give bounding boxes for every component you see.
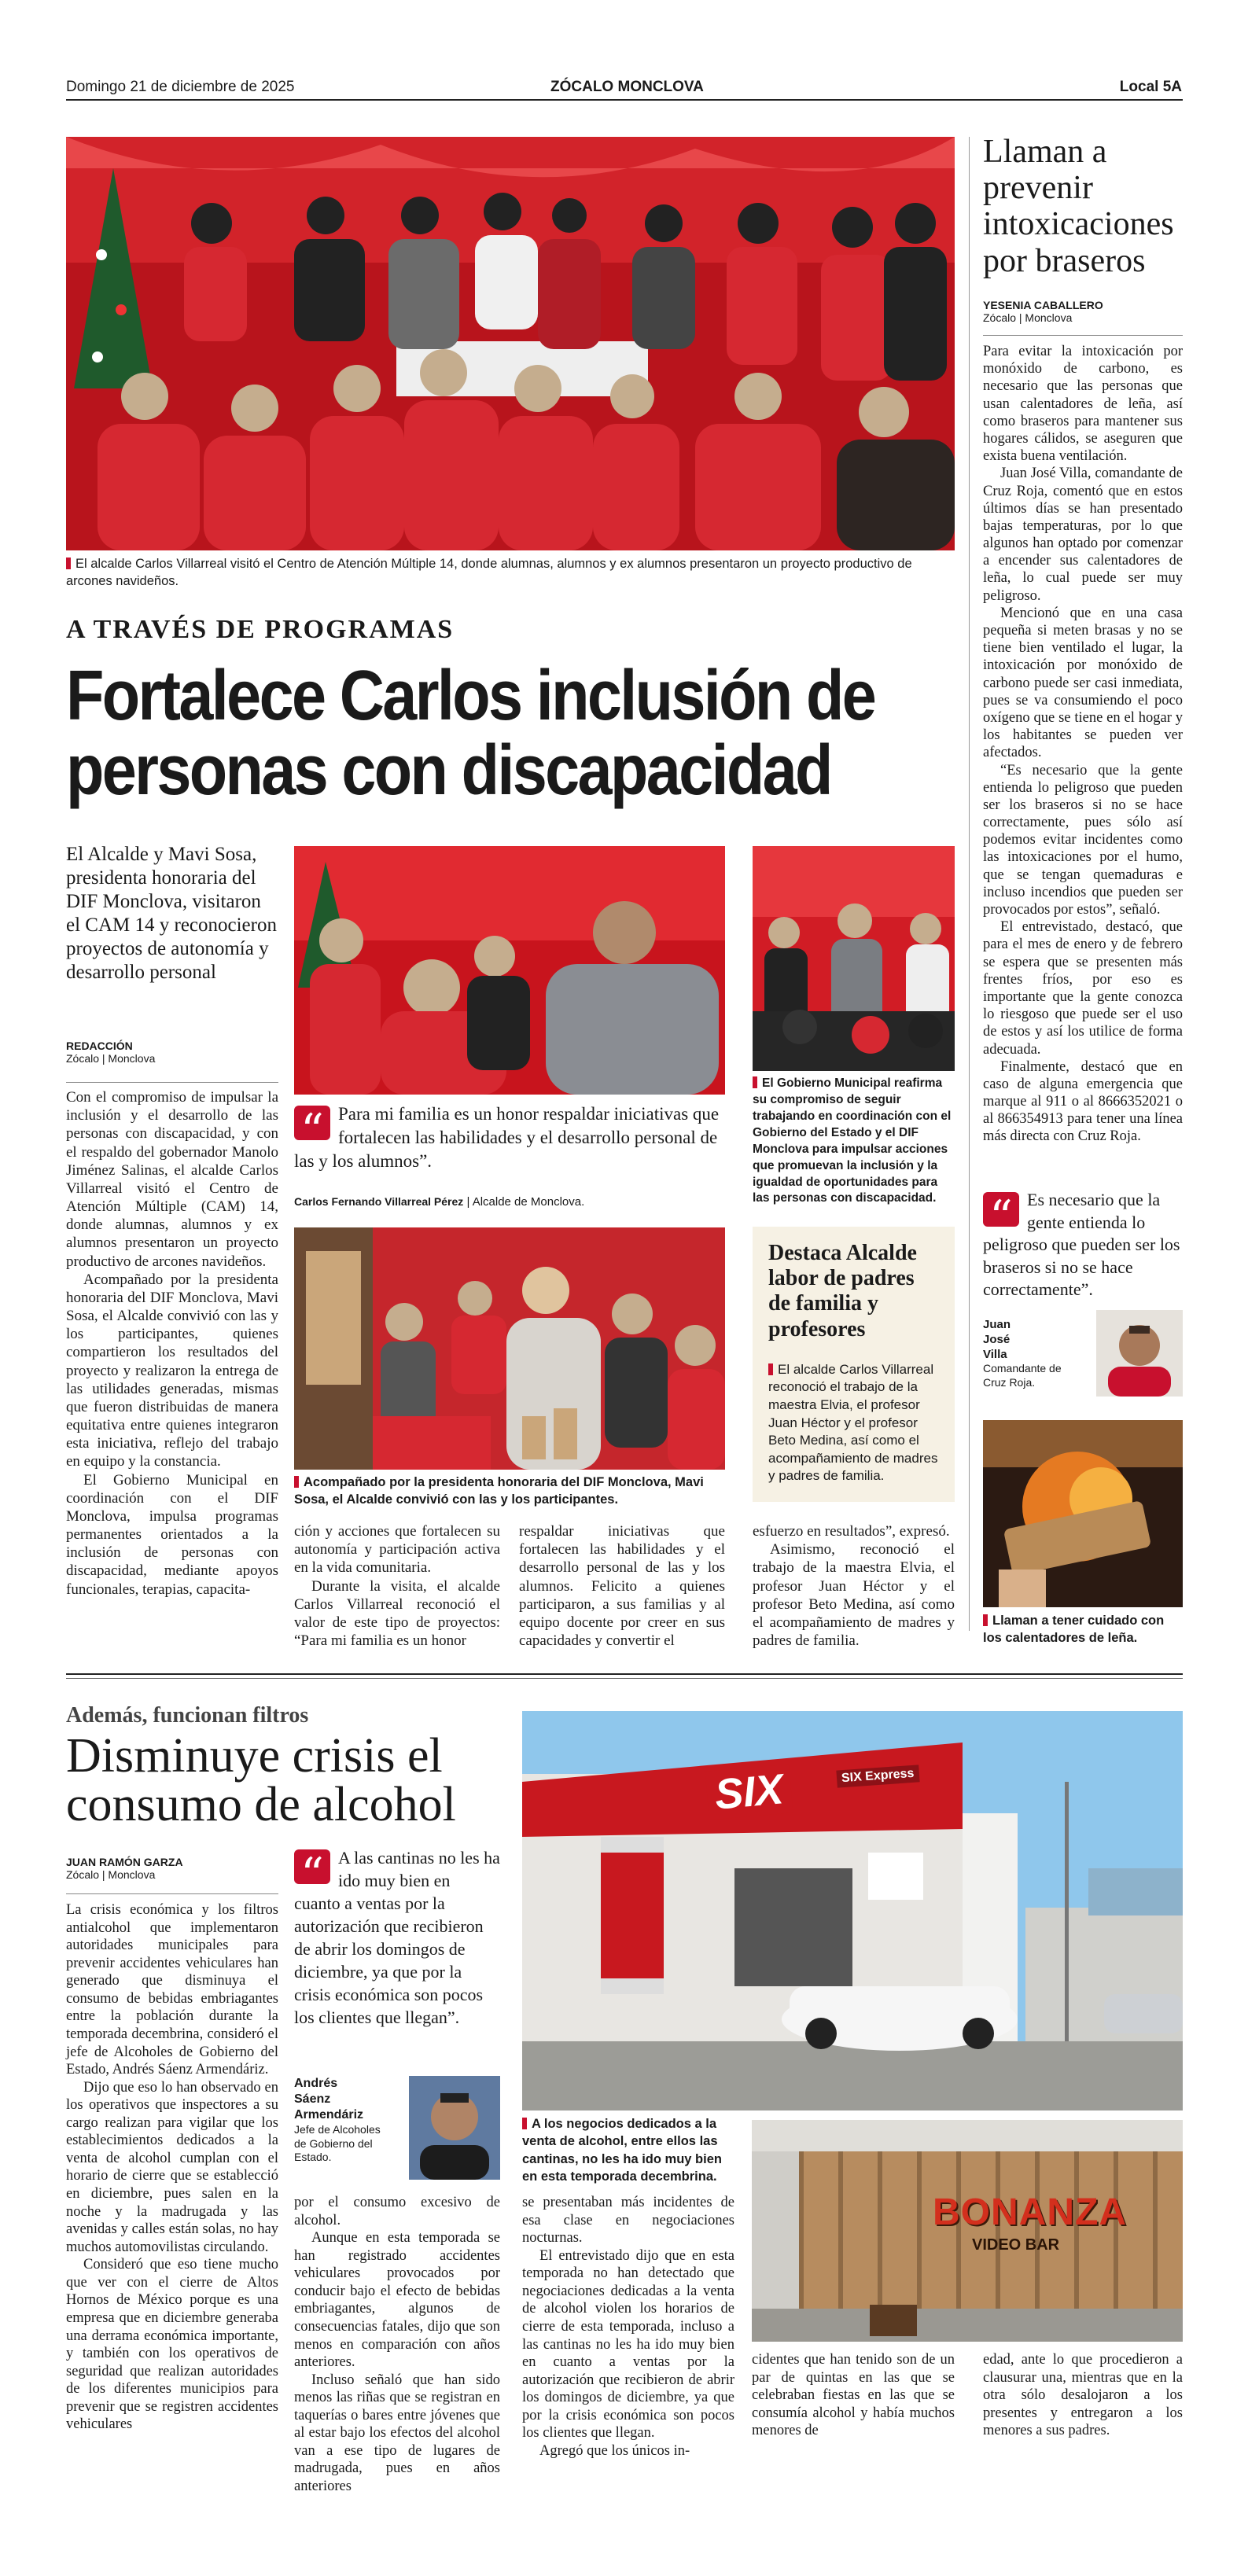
header-section: Local 5A	[1119, 79, 1182, 95]
alcohol-quote-attrib	[294, 2076, 396, 2165]
main-byline-name: REDACCIÓN	[66, 1040, 133, 1052]
alcohol-quote-mark-icon: “	[294, 1849, 330, 1884]
section-divider	[66, 1673, 1183, 1675]
main-col-1	[66, 1088, 278, 1599]
alcohol-col-2	[294, 2194, 500, 2496]
main-kicker: A TRAVÉS DE PROGRAMAS	[66, 615, 455, 644]
alcohol-col-5	[983, 2351, 1183, 2440]
main-quote-name: Carlos Fernando Villarreal Pérez	[294, 1195, 464, 1208]
alcohol-col3-p3: Agregó que los únicos in-	[539, 2442, 690, 2459]
side-byline	[983, 299, 1183, 324]
store-photo	[522, 1711, 1183, 2110]
main-col-4	[753, 1522, 955, 1650]
side-p1: Para evitar la intoxicación por monóxido de carbono, es necesario que las personas que usan calentadores de leña, así como braseros para mantener sus hogares cálidos, se aseguren que exista buena ventilación.	[983, 344, 1183, 465]
main-col1-p1: Con el compromiso de impulsar la inclusión y el desarrollo de las personas con discapacidad, y con el respaldo del gobernador Manolo Jiménez Salinas, el alcalde Carlos Villarreal visitó el Centro de Atención Múltiple (CAM) 14, donde alumnas, alumnos y ex alumnos presentaron un proyecto productivo de arcones navideños.	[66, 1089, 278, 1270]
main-col2-p2: Durante la visita, el alcalde Carlos Villarreal reconoció el valor de este tipo de proyectos: “Para mi familia es un honor	[294, 1577, 500, 1650]
quote-mark-icon: “	[294, 1106, 330, 1140]
side-p5: El entrevistado, destacó, que para el mes de enero y de febrero se espera que se presenten más frentes fríos, por eso es importante que la gente conozca lo riesgoso que puede ser el uso de estos y así los utilice de forma adecuada.	[983, 919, 1183, 1058]
alcohol-col2-p3: Incluso señaló que han sido menos las riñas que se registran en taquerías o bares entre jóvenes que al estar bajo los efectos del alcohol van a ese tipo de lugares de madrugada, pues en años anteriores	[294, 2372, 500, 2494]
header-rule	[66, 99, 1183, 101]
side-byline-place: Zócalo | Monclova	[983, 311, 1073, 324]
alcohol-byline-name: JUAN RAMÓN GARZA	[66, 1856, 183, 1868]
alcohol-byline-rule	[66, 1893, 278, 1894]
side-quote: “ Es necesario que la gente entienda lo peligroso que pueden ser los braseros si no se hace correctamente”.	[983, 1190, 1180, 1300]
alcohol-col2-p1: por el consumo excesivo de alcohol.	[294, 2195, 500, 2228]
alcohol-headline: Disminuye crisis el consumo de alcohol	[66, 1729, 456, 1831]
header-paper: ZÓCALO MONCLOVA	[550, 79, 704, 95]
main-col-2	[294, 1522, 500, 1650]
main-col-3	[519, 1522, 725, 1650]
caption-three: Acompañado por la presidenta honoraria del DIF Monclova, Mavi Sosa, el Alcalde convivió con las y los participantes.	[294, 1475, 704, 1507]
side-quote-name: Juan José Villa	[983, 1318, 1011, 1361]
side-headline: Llaman a prevenir intoxicaciones por braseros	[983, 134, 1174, 279]
alcohol-col-1	[66, 1901, 278, 2434]
side-p2: Juan José Villa, comandante de Cruz Roja, comentó que en estos últimos días se han presentado bajas temperaturas, por lo que algunos han optado por comenzar a encender sus calentadores de leña, lo cual puede ser muy peligroso.	[983, 466, 1183, 604]
alcohol-quote-name: Andrés Sáenz Armendáriz	[294, 2077, 364, 2122]
main-headline: Fortalece Carlos inclusión de personas con discapacidad	[66, 657, 875, 811]
side-byline-name: YESENIA CABALLERO	[983, 299, 1103, 311]
side-divider	[969, 137, 970, 1631]
side-quote-mark-icon: “	[983, 1192, 1019, 1227]
parents-box-body: El alcalde Carlos Villarreal reconoció el trabajo de la maestra Elvia, el profesor Juan Héctor y el profesor Beto Medina, así como el acompañamiento de madres y padres de familia.	[768, 1361, 938, 1484]
store-sign: SIX	[705, 1764, 793, 1820]
main-photo	[66, 137, 955, 550]
photo-mavi-sosa	[294, 1227, 725, 1470]
alcohol-col4-p1: cidentes que han tenido son de un par de quintas en las que se celebraban fiestas en las que se consumía alcohol y había muchos menores de	[752, 2352, 955, 2439]
side-photo-fire	[983, 1420, 1183, 1607]
side-body	[983, 343, 1183, 1146]
alcohol-col3-p2: El entrevistado dijo que en esta temporada no han detectado que negociaciones dedicadas a la venta de alcohol violen los horarios de cierre de esta temporada, incluso a las cantinas no les ha ido muy bien en cuanto a ventas por la autorización que recibieron de abrir los domingos de diciembre, ya que por la crisis económica son pocos los clientes que llegan.	[522, 2247, 734, 2442]
side-quote-role: Comandante de Cruz Roja.	[983, 1362, 1062, 1389]
side-byline-rule	[983, 335, 1183, 336]
alcohol-portrait	[409, 2076, 500, 2180]
bar-sub-sign: VIDEO BAR	[972, 2236, 1060, 2254]
main-col4-p1: esfuerzo en resultados”, expresó.	[753, 1523, 950, 1540]
alcohol-col5-p1: edad, ante lo que procedieron a clausurar una, mientras que en la otra sólo desalojaron a los presentes y entregaron a los menores a sus padres.	[983, 2352, 1183, 2439]
alcohol-col2-p2: Aunque en esta temporada se han registrado accidentes vehiculares provocados por conducir bajo el efecto de bebidas embriagantes, algunos de consecuencias fatales, dijo que son menos en comparación con años anteriores.	[294, 2230, 500, 2371]
side-caption: Llaman a tener cuidado con los calentadores de leña.	[983, 1614, 1165, 1646]
bar-photo	[752, 2120, 1183, 2342]
alcohol-kicker: Además, funcionan filtros	[66, 1703, 309, 1728]
photo-alcalde-student	[294, 846, 725, 1095]
main-col3-p1: respaldar iniciativas que fortalecen las habilidades y el desarrollo personal de las y los alumnos. Felicito a quienes participaron, a sus familias y al equipo docente por creer en sus capacidades y convertir el	[519, 1523, 725, 1650]
side-quote-attrib	[983, 1318, 1093, 1389]
header-date: Domingo 21 de diciembre de 2025	[66, 79, 295, 95]
side-p6: Finalmente, destacó que en caso de alguna emergencia que marque al 911 o al 8666352021 o al 866354913 para tener una línea más directa con Cruz Roja.	[983, 1058, 1183, 1145]
side-p3: Mencionó que en una casa pequeña si meten brasas y no se tiene bien ventilado el lugar, la intoxicación por monóxido de carbono puede ser casi inmediata, pues se va consumiendo el poco oxígeno que se tiene en el hogar y los habitantes se pueden ver afectados.	[983, 605, 1183, 761]
section-divider-2	[66, 1678, 1183, 1679]
main-quote-role: Alcalde de Monclova.	[472, 1195, 585, 1209]
main-deck: El Alcalde y Mavi Sosa, presidenta honoraria del DIF Monclova, visitaron el CAM 14 y reconocieron proyectos de autonomía y desarrollo personal	[66, 844, 277, 983]
main-byline	[66, 1040, 278, 1065]
main-quote: “ Para mi familia es un honor respaldar iniciativas que fortalecen las habilidades y el desarrollo personal de las y los alumnos”.	[294, 1104, 720, 1171]
parents-box-title: Destaca Alcalde labor de padres de familia y profesores	[768, 1241, 917, 1341]
main-col1-p3: El Gobierno Municipal en coordinación con el DIF Monclova, impulsa programas permanentes orientados a la inclusión de personas con discapacidad, mediante apoyos funcionales, terapias, capacita-	[66, 1471, 278, 1598]
store-sub-sign: SIX Express	[836, 1765, 919, 1787]
alcohol-byline-place: Zócalo | Monclova	[66, 1868, 156, 1881]
main-col4-p2: Asimismo, reconoció el trabajo de la maestra Elvia, el profesor Juan Héctor y el profesor Beto Medina, así como el acompañamiento de madres y padres de familia.	[753, 1541, 955, 1650]
main-col1-p2: Acompañado por la presidenta honoraria del DIF Monclova, Mavi Sosa, el Alcalde convivió con las y los participantes, quienes compartieron los resultados del proyecto y realizaron la entrega de las utilidades generadas, mismas que fueron distribuidas de manera equitativa entre quienes integraron esta iniciativa, reflejo del trabajo en equipo y la constancia.	[66, 1271, 278, 1470]
main-col2-p1: ción y acciones que fortalecen su autonomía y participación activa en la vida comunitaria.	[294, 1523, 500, 1577]
main-photo-caption: El alcalde Carlos Villarreal visitó el Centro de Atención Múltiple 14, donde alumnas, alumnos y ex alumnos presentaron un proyecto productivo de arcones navideños.	[66, 557, 912, 589]
bar-sign: BONANZA	[933, 2191, 1127, 2233]
caption-two: El Gobierno Municipal reafirma su compromiso de seguir trabajando en coordinación con el Gobierno del Estado y el DIF Monclova para impulsar acciones que promuevan la inclusión y la igualdad de oportunidades para las personas con discapacidad.	[753, 1076, 952, 1205]
alcohol-col1-p3: Consideró que eso tiene mucho que ver con el cierre de Altos Hornos de México porque es una empresa que en diciembre generaba una derrama económica importante, y también con los operativos de seguridad que realizan autoridades de los diferentes municipios para prevenir que se registren accidentes vehiculares	[66, 2257, 278, 2433]
store-caption: A los negocios dedicados a la venta de alcohol, entre ellos las cantinas, no les ha ido muy bien en esta temporada decembrina.	[522, 2117, 722, 2184]
alcohol-quote-role: Jefe de Alcoholes de Gobierno del Estado.	[294, 2123, 381, 2163]
side-p4: “Es necesario que la gente entienda lo peligroso que pueden ser los braseros si no se hace correctamente, pues sólo así podemos evitar incidentes como las intoxicaciones por el humo, que se tengan quemaduras e incluso incendios que pueden ser provocados por estos”, señaló.	[983, 762, 1183, 918]
alcohol-col1-p1: La crisis económica y los filtros antialcohol que implementaron autoridades municipales para prevenir accidentes vehiculares han generado que disminuya el consumo de bebidas embriagantes entre la población durante la temporada decembrina, consideró el jefe de Alcoholes de Gobierno del Estado, Andrés Sáenz Armendáriz.	[66, 1902, 278, 2078]
alcohol-col-3	[522, 2194, 734, 2460]
main-byline-rule	[66, 1082, 278, 1083]
parents-box	[753, 1227, 955, 1502]
alcohol-quote: “ A las cantinas no les ha ido muy bien en cuanto a ventas por la autorización que recibieron de abrir los domingos de diciembre, ya que por la crisis económica son pocos los clientes que llegan”.	[294, 1848, 500, 2028]
main-quote-attrib: Carlos Fernando Villarreal Pérez | Alcalde de Monclova.	[294, 1195, 585, 1209]
alcohol-col3-p1: se presentaban más incidentes de esa clase en negociaciones nocturnas.	[522, 2195, 734, 2247]
main-byline-place: Zócalo | Monclova	[66, 1052, 156, 1065]
photo-group-two	[753, 846, 955, 1071]
alcohol-byline	[66, 1856, 278, 1881]
alcohol-col1-p2: Dijo que eso lo han observado en los operativos que inspectores a su cargo realizan para vigilar que los establecimientos dedicados a la venta de alcohol cumplan con el horario de cierre que se establecció en diciembre, pues salen en la noche y la madrugada y las avenidas y calles están solas, no hay muchos automovilistas circulando.	[66, 2079, 278, 2255]
side-portrait	[1096, 1310, 1183, 1397]
alcohol-col-4	[752, 2351, 955, 2440]
